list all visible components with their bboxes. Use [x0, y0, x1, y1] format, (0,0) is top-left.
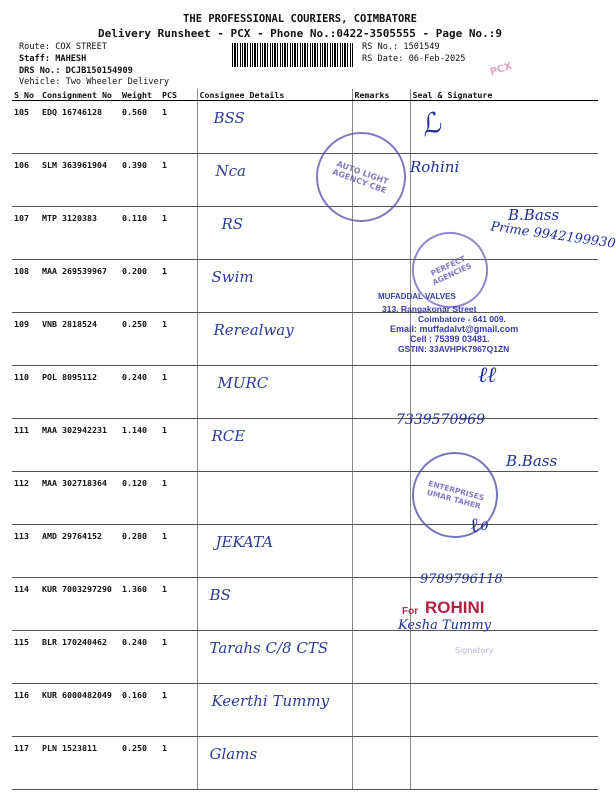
- col-sno: S No: [12, 89, 40, 101]
- signature-phone-112: 7339570969: [396, 412, 486, 428]
- row-seal: [410, 366, 598, 419]
- table-row: [12, 525, 598, 578]
- row-sno: 105: [12, 101, 40, 154]
- signature-bbass-1: B.Bass: [508, 206, 560, 224]
- handwritten-consignee: MURC: [217, 374, 269, 392]
- row-seal: [410, 737, 598, 790]
- row-pcs: 1: [160, 419, 197, 472]
- perfect-agencies-text: PERFECT AGENCIES: [429, 253, 473, 288]
- row-consignee: [197, 419, 352, 472]
- table-row: [12, 101, 598, 154]
- table-row: [12, 154, 598, 207]
- col-pcs: PCS: [160, 89, 197, 101]
- row-consignment: VNB 2818524: [40, 313, 120, 366]
- mufaddal-cell: Cell : 75399 03481.: [410, 334, 490, 344]
- row-consignment: KUR 6000482049: [40, 684, 120, 737]
- signature-phone-116: 9789796118: [420, 572, 503, 587]
- handwritten-consignee: RS: [221, 215, 244, 233]
- table-row: [12, 631, 598, 684]
- row-weight: 0.160: [120, 684, 160, 737]
- row-sno: 107: [12, 207, 40, 260]
- row-sno: 116: [12, 684, 40, 737]
- row-weight: 0.250: [120, 313, 160, 366]
- signature-115: ℓℴ: [467, 510, 491, 538]
- row-remarks: [352, 525, 410, 578]
- handwritten-consignee: Glams: [209, 745, 258, 763]
- mufaddal-name: MUFADDAL VALVES: [378, 292, 456, 301]
- row-weight: 0.120: [120, 472, 160, 525]
- row-sno: 109: [12, 313, 40, 366]
- col-consignment: Consignment No: [40, 89, 120, 101]
- row-remarks: [352, 313, 410, 366]
- barcode: [232, 43, 354, 67]
- col-remarks: Remarks: [352, 89, 410, 101]
- handwritten-consignee: Rerealway: [213, 321, 294, 339]
- signature-111: ℓℓ: [478, 363, 497, 388]
- row-remarks: [352, 737, 410, 790]
- faint-pcx-stamp: PCX: [488, 60, 514, 79]
- staff-label: Staff: MAHESH: [19, 54, 87, 64]
- row-consignment: POL 8095112: [40, 366, 120, 419]
- company-title: THE PROFESSIONAL COURIERS, COIMBATORE: [183, 13, 417, 25]
- handwritten-consignee: Keerthi Tummy: [211, 692, 330, 710]
- col-consignee: Consignee Details: [197, 89, 352, 101]
- row-consignment: PLN 1523811: [40, 737, 120, 790]
- row-consignee: [197, 684, 352, 737]
- row-pcs: 1: [160, 578, 197, 631]
- row-seal: [410, 684, 598, 737]
- row-sno: 108: [12, 260, 40, 313]
- row-consignee: [197, 472, 352, 525]
- row-weight: 0.390: [120, 154, 160, 207]
- table-row: [12, 578, 598, 631]
- enterprises-text: ENTERPRISES UMAR TAHER: [425, 478, 486, 511]
- row-sno: 113: [12, 525, 40, 578]
- rs-number: RS No.: 1501549: [362, 42, 440, 52]
- row-consignment: MAA 302942231: [40, 419, 120, 472]
- route-label: Route: COX STREET: [19, 42, 107, 52]
- table-row: [12, 737, 598, 790]
- handwritten-consignee: BS: [209, 586, 231, 604]
- row-sno: 117: [12, 737, 40, 790]
- mufaddal-city: Coimbatore - 641 009.: [418, 314, 506, 324]
- row-consignee: [197, 313, 352, 366]
- row-consignee: [197, 366, 352, 419]
- mufaddal-email: Email: muffadalvt@gmail.com: [390, 324, 519, 334]
- signature-rohini: Rohini: [410, 158, 460, 176]
- row-weight: 0.200: [120, 260, 160, 313]
- row-weight: 1.140: [120, 419, 160, 472]
- row-remarks: [352, 366, 410, 419]
- rohini-for: For: [402, 606, 419, 617]
- runsheet-subtitle: Delivery Runsheet - PCX - Phone No.:0422-3505555 - Page No.:9: [98, 27, 502, 40]
- row-weight: 0.240: [120, 366, 160, 419]
- table-row: [12, 260, 598, 313]
- row-sno: 115: [12, 631, 40, 684]
- row-weight: 0.240: [120, 631, 160, 684]
- row-consignment: AMD 29764152: [40, 525, 120, 578]
- mufaddal-gstin: GSTIN: 33AVHPK7967Q1ZN: [398, 344, 510, 354]
- row-remarks: [352, 472, 410, 525]
- row-consignment: SLM 363961904: [40, 154, 120, 207]
- table-header: [12, 89, 598, 101]
- signature-105: ℒ: [414, 105, 446, 144]
- handwritten-consignee: RCE: [211, 427, 246, 445]
- rs-date: RS Date: 06-Feb-2025: [362, 54, 466, 64]
- row-sno: 106: [12, 154, 40, 207]
- row-pcs: 1: [160, 366, 197, 419]
- drs-number: DRS No.: DCJB150154909: [19, 66, 133, 76]
- row-consignment: KUR 7003297290: [40, 578, 120, 631]
- mufaddal-address: 313, Rangakonar Street: [382, 304, 477, 314]
- row-consignee: [197, 260, 352, 313]
- auto-light-stamp-text: AUTO LIGHT AGENCY CBE: [331, 159, 390, 196]
- row-sno: 111: [12, 419, 40, 472]
- row-weight: 0.560: [120, 101, 160, 154]
- table-row: [12, 366, 598, 419]
- row-pcs: 1: [160, 631, 197, 684]
- row-consignee: [197, 737, 352, 790]
- row-consignment: MTP 3120383: [40, 207, 120, 260]
- row-consignment: EDQ 16746128: [40, 101, 120, 154]
- row-weight: 0.280: [120, 525, 160, 578]
- row-consignee: [197, 578, 352, 631]
- row-pcs: 1: [160, 472, 197, 525]
- row-sno: 110: [12, 366, 40, 419]
- row-weight: 0.110: [120, 207, 160, 260]
- signature-bbass-2: B.Bass: [506, 452, 558, 470]
- row-pcs: 1: [160, 207, 197, 260]
- signature-prime-phone: Prime 9942199930: [489, 219, 616, 252]
- row-weight: 0.250: [120, 737, 160, 790]
- handwritten-consignee: Tarahs C/8 CTS: [209, 639, 329, 657]
- signature-kesha: Kesha Tummy: [398, 618, 492, 633]
- rohini-signatory: Signatory: [455, 646, 494, 655]
- handwritten-consignee: Nca: [215, 162, 246, 180]
- table-row: [12, 313, 598, 366]
- row-remarks: [352, 684, 410, 737]
- row-pcs: 1: [160, 684, 197, 737]
- row-pcs: 1: [160, 313, 197, 366]
- row-consignee: [197, 207, 352, 260]
- col-weight: Weight: [120, 89, 160, 101]
- vehicle-label: Vehicle: Two Wheeler Delivery: [19, 77, 170, 87]
- table-row: [12, 472, 598, 525]
- rohini-stamp: ROHINI: [425, 598, 485, 617]
- row-consignment: MAA 269539967: [40, 260, 120, 313]
- row-pcs: 1: [160, 154, 197, 207]
- table-row: [12, 684, 598, 737]
- row-seal: [410, 631, 598, 684]
- row-consignment: BLR 170240462: [40, 631, 120, 684]
- row-weight: 1.360: [120, 578, 160, 631]
- col-seal: Seal & Signature: [410, 89, 598, 101]
- row-pcs: 1: [160, 525, 197, 578]
- row-pcs: 1: [160, 101, 197, 154]
- row-consignee: [197, 631, 352, 684]
- consignment-table: [12, 89, 598, 790]
- row-sno: 114: [12, 578, 40, 631]
- row-consignment: MAA 302718364: [40, 472, 120, 525]
- row-consignee: [197, 525, 352, 578]
- handwritten-consignee: BSS: [213, 109, 245, 127]
- row-pcs: 1: [160, 737, 197, 790]
- row-sno: 112: [12, 472, 40, 525]
- row-pcs: 1: [160, 260, 197, 313]
- row-remarks: [352, 631, 410, 684]
- handwritten-consignee: JEKATA: [215, 533, 274, 551]
- handwritten-consignee: Swim: [211, 268, 254, 286]
